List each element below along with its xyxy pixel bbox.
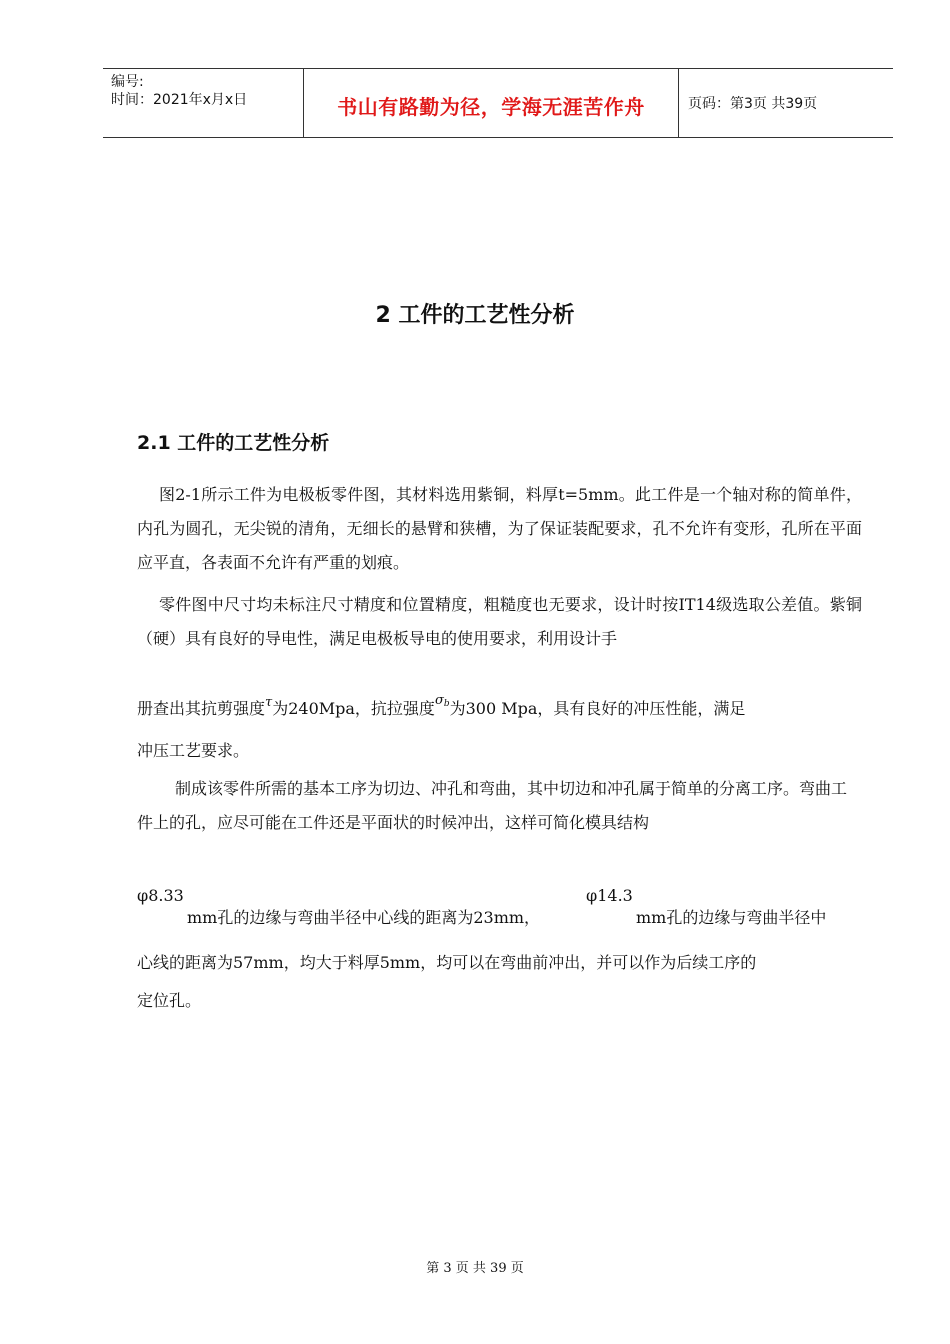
number-label: 编号: bbox=[111, 74, 144, 90]
page-footer: 第 3 页 共 39 页 bbox=[426, 1261, 524, 1276]
chapter-title: 2 工件的工艺性分析 bbox=[375, 303, 575, 328]
hole-distance-line-1a: mm孔的边缘与弯曲半径中心线的距离为23mm， bbox=[187, 908, 541, 927]
header-meta-cell bbox=[103, 69, 303, 137]
phi-14-3-label: φ14.3 bbox=[586, 886, 633, 905]
text-segment: 为240Mpa，抗拉强度 bbox=[272, 699, 435, 718]
text-segment: 为300 Mpa，具有良好的冲压性能，满足 bbox=[449, 699, 746, 718]
text-segment: 册查出其抗剪强度 bbox=[137, 699, 266, 718]
time-label: 时间：2021年x月x日 bbox=[111, 92, 248, 108]
phi-8-33-label: φ8.33 bbox=[137, 886, 184, 905]
header-motto: 书山有路勤为径，学海无涯苦作舟 bbox=[337, 95, 645, 119]
header-motto-cell bbox=[303, 69, 679, 137]
tau-symbol: τ bbox=[265, 695, 273, 710]
section-heading: 2.1 工件的工艺性分析 bbox=[137, 432, 330, 454]
paragraph-2-line-4: 冲压工艺要求。 bbox=[137, 741, 250, 760]
page-header bbox=[103, 68, 893, 138]
sigma-symbol: σ bbox=[434, 693, 444, 708]
header-page-info: 页码：第3页 共39页 bbox=[688, 96, 818, 112]
sigma-subscript: b bbox=[443, 699, 450, 710]
paragraph-2-line-3 bbox=[137, 693, 746, 721]
hole-distance-line-2: 心线的距离为57mm，均大于料厚5mm，均可以在弯曲前冲出，并可以作为后续工序的 bbox=[137, 953, 757, 972]
header-page-cell bbox=[678, 69, 893, 137]
hole-distance-line-1b: mm孔的边缘与弯曲半径中 bbox=[636, 908, 827, 927]
paragraph-1: 图2-1所示工件为电极板零件图，其材料选用紫铜，料厚t=5mm。此工件是一个轴对称的简单件，内孔为圆孔，无尖锐的清角，无细长的悬臂和狭槽，为了保证装配要求，孔不允许有变形，孔所在平面应平直，各表面不允许有严重的划痕。 bbox=[137, 485, 862, 572]
paragraph-2: 零件图中尺寸均未标注尺寸精度和位置精度，粗糙度也无要求，设计时按IT14级选取公差值。紫铜（硬）具有良好的导电性，满足电极板导电的使用要求，利用设计手 bbox=[137, 595, 862, 648]
paragraph-3: 制成该零件所需的基本工序为切边、冲孔和弯曲，其中切边和冲孔属于简单的分离工序。弯曲工件上的孔，应尽可能在工件还是平面状的时候冲出，这样可简化模具结构 bbox=[137, 779, 848, 832]
hole-distance-line-3: 定位孔。 bbox=[137, 991, 202, 1010]
